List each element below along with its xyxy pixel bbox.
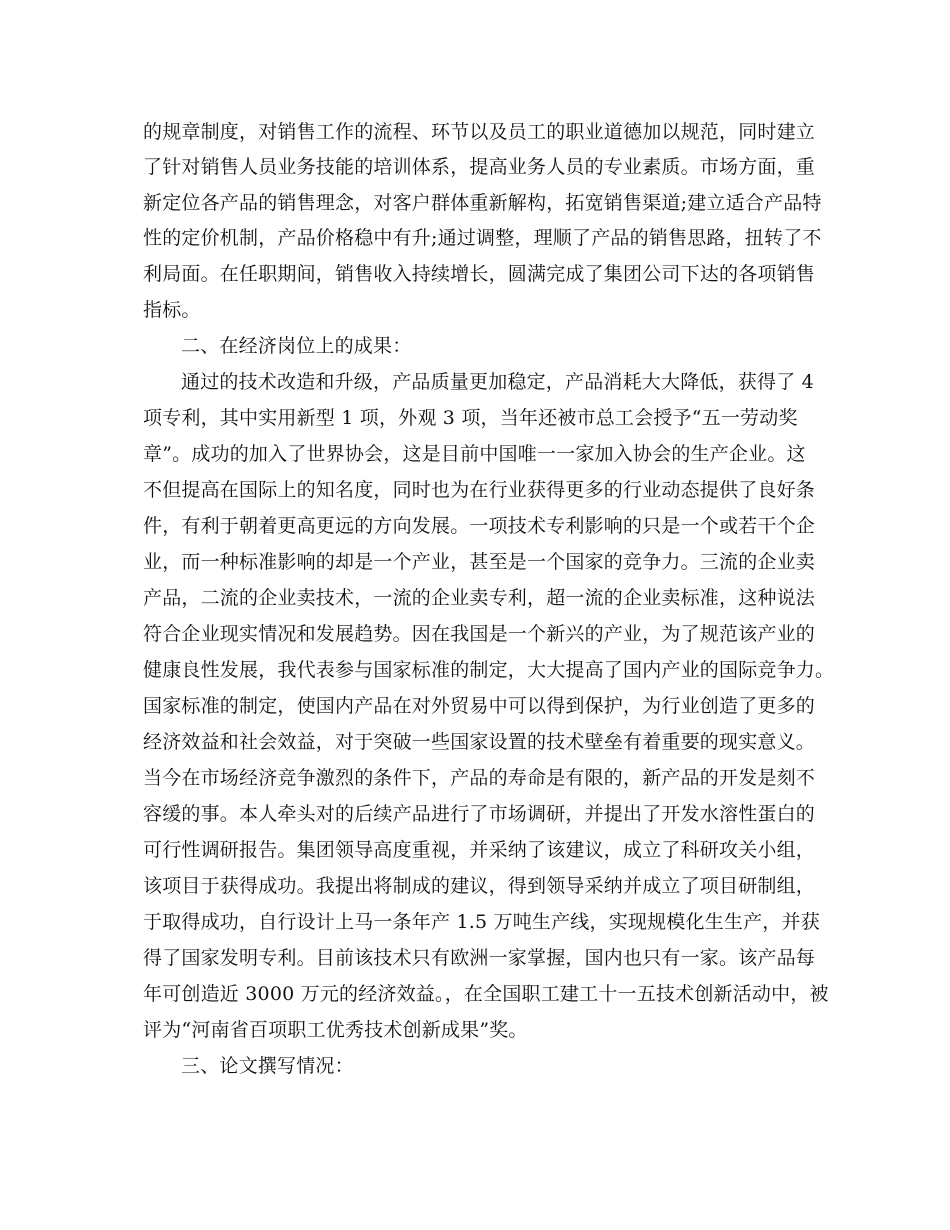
body-text-line: 利局面。在任职期间，销售收入持续增长，圆满完成了集团公司下达的各项销售	[143, 263, 816, 285]
body-text-line: 业，而一种标准影响的却是一个产业，甚至是一个国家的竞争力。三流的企业卖	[143, 551, 816, 573]
body-text-line: 产品，二流的企业卖技术，一流的企业卖专利，超一流的企业卖标准，这种说法	[143, 587, 816, 609]
body-text-line: 了针对销售人员业务技能的培训体系，提高业务人员的专业素质。市场方面，重	[143, 156, 816, 178]
body-text-line: 健康良性发展，我代表参与国家标准的制定，大大提高了国内产业的国际竞争力。	[143, 659, 835, 681]
body-text-line: 经济效益和社会效益，对于突破一些国家设置的技术壁垒有着重要的现实意义。	[143, 731, 816, 753]
body-text-line: 性的定价机制，产品价格稳中有升;通过调整，理顺了产品的销售思路，扭转了不	[143, 227, 822, 249]
body-text-line: 可行性调研报告。集团领导高度重视，并采纳了该建议，成立了科研攻关小组，	[143, 839, 816, 861]
body-text-line: 年可创造近 3000 万元的经济效益。，在全国职工建工十一五技术创新活动中，被	[143, 983, 829, 1005]
paragraph-first-line: 通过的技术改造和升级，产品质量更加稳定，产品消耗大大降低，获得了 4	[181, 371, 814, 393]
body-text-line: 得了国家发明专利。目前该技术只有欧洲一家掌握，国内也只有一家。该产品每	[143, 947, 816, 969]
body-text-line: 不但提高在国际上的知名度，同时也为在行业获得更多的行业动态提供了良好条	[143, 479, 816, 501]
body-text-line: 的规章制度，对销售工作的流程、环节以及员工的职业道德加以规范，同时建立	[143, 121, 816, 143]
body-text-line: 章”。成功的加入了世界协会，这是目前中国唯一一家加入协会的生产企业。这	[143, 443, 806, 465]
body-text-line: 符合企业现实情况和发展趋势。因在我国是一个新兴的产业，为了规范该产业的	[143, 623, 816, 645]
body-text-line: 容缓的事。本人牵头对的后续产品进行了市场调研，并提出了开发水溶性蛋白的	[143, 803, 816, 825]
body-text-line: 于取得成功，自行设计上马一条年产 1.5 万吨生产线，实现规模化生生产，并获	[143, 911, 820, 933]
body-text-line: 评为“河南省百项职工优秀技术创新成果”奖。	[143, 1019, 528, 1041]
body-text-line: 国家标准的制定，使国内产品在对外贸易中可以得到保护，为行业创造了更多的	[143, 695, 816, 717]
section-heading: 三、论文撰写情况：	[181, 1055, 354, 1077]
body-text-line: 新定位各产品的销售理念，对客户群体重新解构，拓宽销售渠道;建立适合产品特	[143, 192, 822, 214]
body-text-line: 当今在市场经济竞争激烈的条件下，产品的寿命是有限的，新产品的开发是刻不	[143, 767, 816, 789]
body-text-line: 该项目于获得成功。我提出将制成的建议，得到领导采纳并成立了项目研制组，	[143, 875, 816, 897]
body-text-line: 指标。	[143, 299, 201, 321]
section-heading: 二、在经济岗位上的成果：	[181, 335, 412, 357]
body-text-line: 件，有利于朝着更高更远的方向发展。一项技术专利影响的只是一个或若干个企	[143, 515, 816, 537]
body-text-line: 项专利，其中实用新型 1 项，外观 3 项，当年还被市总工会授予“五一劳动奖	[143, 407, 798, 429]
